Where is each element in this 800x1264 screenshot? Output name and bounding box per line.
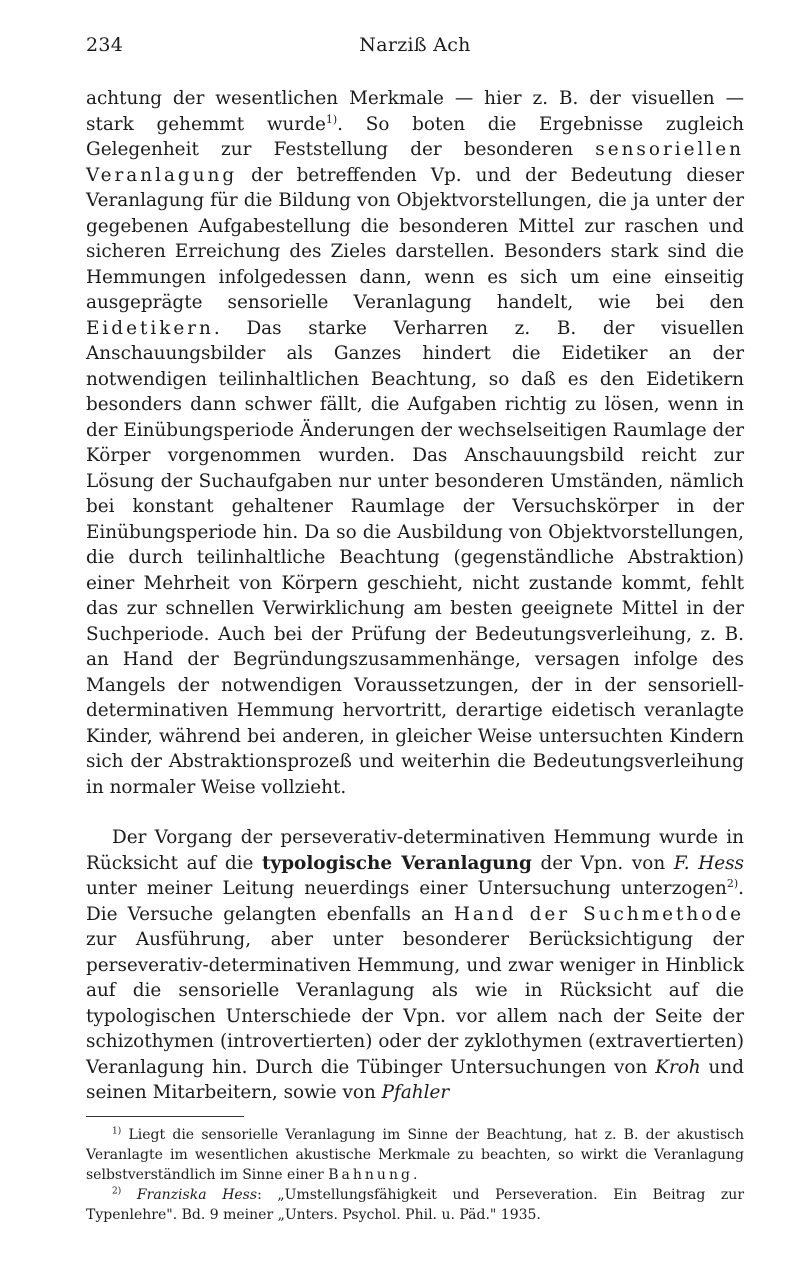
running-title: Narziß Ach xyxy=(359,34,471,56)
text-run: Liegt die sensorielle Veranlagung im Sinne der Beachtung, hat z. B. der akustisch Veranlagte im wesentlichen akustische Merkmale zu beachten, so wirkt die Veranlagung selbstverständlich im Sinne einer xyxy=(86,1126,744,1183)
footnote-1 xyxy=(86,1125,744,1185)
footnote-ref-1: 1) xyxy=(325,112,338,126)
text-run: zur Ausführung, aber unter besonderer Berücksichtigung der perseverativ-determinativen Hemmung, und zwar weniger in Hinblick auf die sensorielle Veranlagung als wie in Rücksicht auf die typologischen Unterschiede der Vpn. vor allem nach der Seite der schizothymen (introvertierten) oder der zyklothymen (extravertierten) Veranlagung hin. Durch die Tübinger Untersuchungen von xyxy=(86,929,744,1078)
emphasis-spaced: sensoriellen Veranlagung xyxy=(86,139,744,186)
text-run: . xyxy=(412,1166,418,1183)
author-name: Franziska Hess xyxy=(136,1186,258,1203)
text-run: der betreffenden Vp. und der Bedeutung dieser Veranlagung für die Bildung von Objektvorstellungen, die ja unter der gegebenen Aufgabestellung die besonderen Mittel zur raschen und sicheren Erreichung des Zieles darstellen. Besonders stark sind die Hemmungen infolgedessen dann, wenn es sich um eine einseitig ausgeprägte sensorielle Veranlagung handelt, wie bei den xyxy=(86,164,744,313)
text-run: . So boten die Ergebnisse zugleich Gelegenheit zur Feststellung der besonderen xyxy=(86,113,744,160)
running-head xyxy=(86,34,744,64)
emphasis-spaced: Hand der Suchmethode xyxy=(453,903,744,925)
paragraph-2 xyxy=(86,825,744,1106)
text-run: achtung der wesentlichen Merkmale — hier z. B. der visuellen — stark gehemmt wurde xyxy=(86,88,744,135)
author-name: Pfahler xyxy=(381,1082,450,1103)
body-text xyxy=(86,86,744,1106)
author-name: Kroh xyxy=(655,1056,701,1078)
text-run: unter meiner Leitung neuerdings einer Untersuchung unterzogen xyxy=(86,878,727,899)
text-run: . Die Versuche gelangten ebenfalls an xyxy=(86,878,744,925)
emphasis-spaced: Eidetikern xyxy=(86,317,214,339)
footnote-marker: 1) xyxy=(112,1125,122,1136)
text-run: : „Umstellungsfähigkeit und Perseveration. Ein Beitrag zur Typenlehre". Bd. 9 meiner „Unters. Psychol. Phil. u. Päd." 1935. xyxy=(86,1186,745,1223)
book-page xyxy=(86,34,744,1225)
footnote-marker: 2) xyxy=(112,1185,122,1196)
page-number: 234 xyxy=(86,34,124,56)
author-name: F. Hess xyxy=(673,852,744,874)
text-run: Der Vorgang der perseverativ-determinativen Hemmung wurde in Rücksicht auf die xyxy=(86,827,744,874)
footnote-divider xyxy=(86,1116,244,1117)
footnotes xyxy=(86,1125,744,1225)
emphasis-spaced: Bahnung xyxy=(328,1166,413,1183)
paragraph-1 xyxy=(86,86,744,800)
emphasis-bold: typologische Veranlagung xyxy=(262,852,532,874)
text-run: und seinen Mitarbeitern, sowie von xyxy=(86,1056,744,1103)
footnote-2 xyxy=(86,1185,744,1225)
footnote-ref-2: 2) xyxy=(726,876,739,890)
text-run: . Das starke Verharren z. B. der visuellen Anschauungsbilder als Ganzes hindert die Eidetiker an der notwendigen teilinhaltlichen Beachtung, so daß es den Eidetikern besonders dann schwer fällt, die Aufgaben richtig zu lösen, wenn in der Einübungsperiode Änderungen der wechselseitigen Raumlage der Körper vorgenommen wurden. Das Anschauungsbild reicht zur Lösung der Suchaufgaben nur unter besonderen Umständen, nämlich bei konstant gehaltener Raumlage der Versuchskörper in der Einübungsperiode hin. Da so die Ausbildung von Objektvorstellungen, die durch teilinhaltliche Beachtung (gegenständliche Abstraktion) einer Mehrheit von Körpern geschieht, nicht zustande kommt, fehlt das zur schnellen Verwirklichung am besten geeignete Mittel in der Suchperiode. Auch bei der Prüfung der Bedeutungsverleihung, z. B. an Hand der Begründungszusammenhänge, versagen infolge des Mangels der notwendigen Voraussetzungen, der in der sensoriell-determinativen Hemmung hervortritt, derartige eidetisch veranlagte Kinder, während bei anderen, in gleicher Weise untersuchten Kindern sich der Abstraktionsprozeß und weiterhin die Bedeutungsverleihung in normaler Weise vollzieht. xyxy=(86,317,744,798)
text-run: der Vpn. von xyxy=(531,852,674,874)
